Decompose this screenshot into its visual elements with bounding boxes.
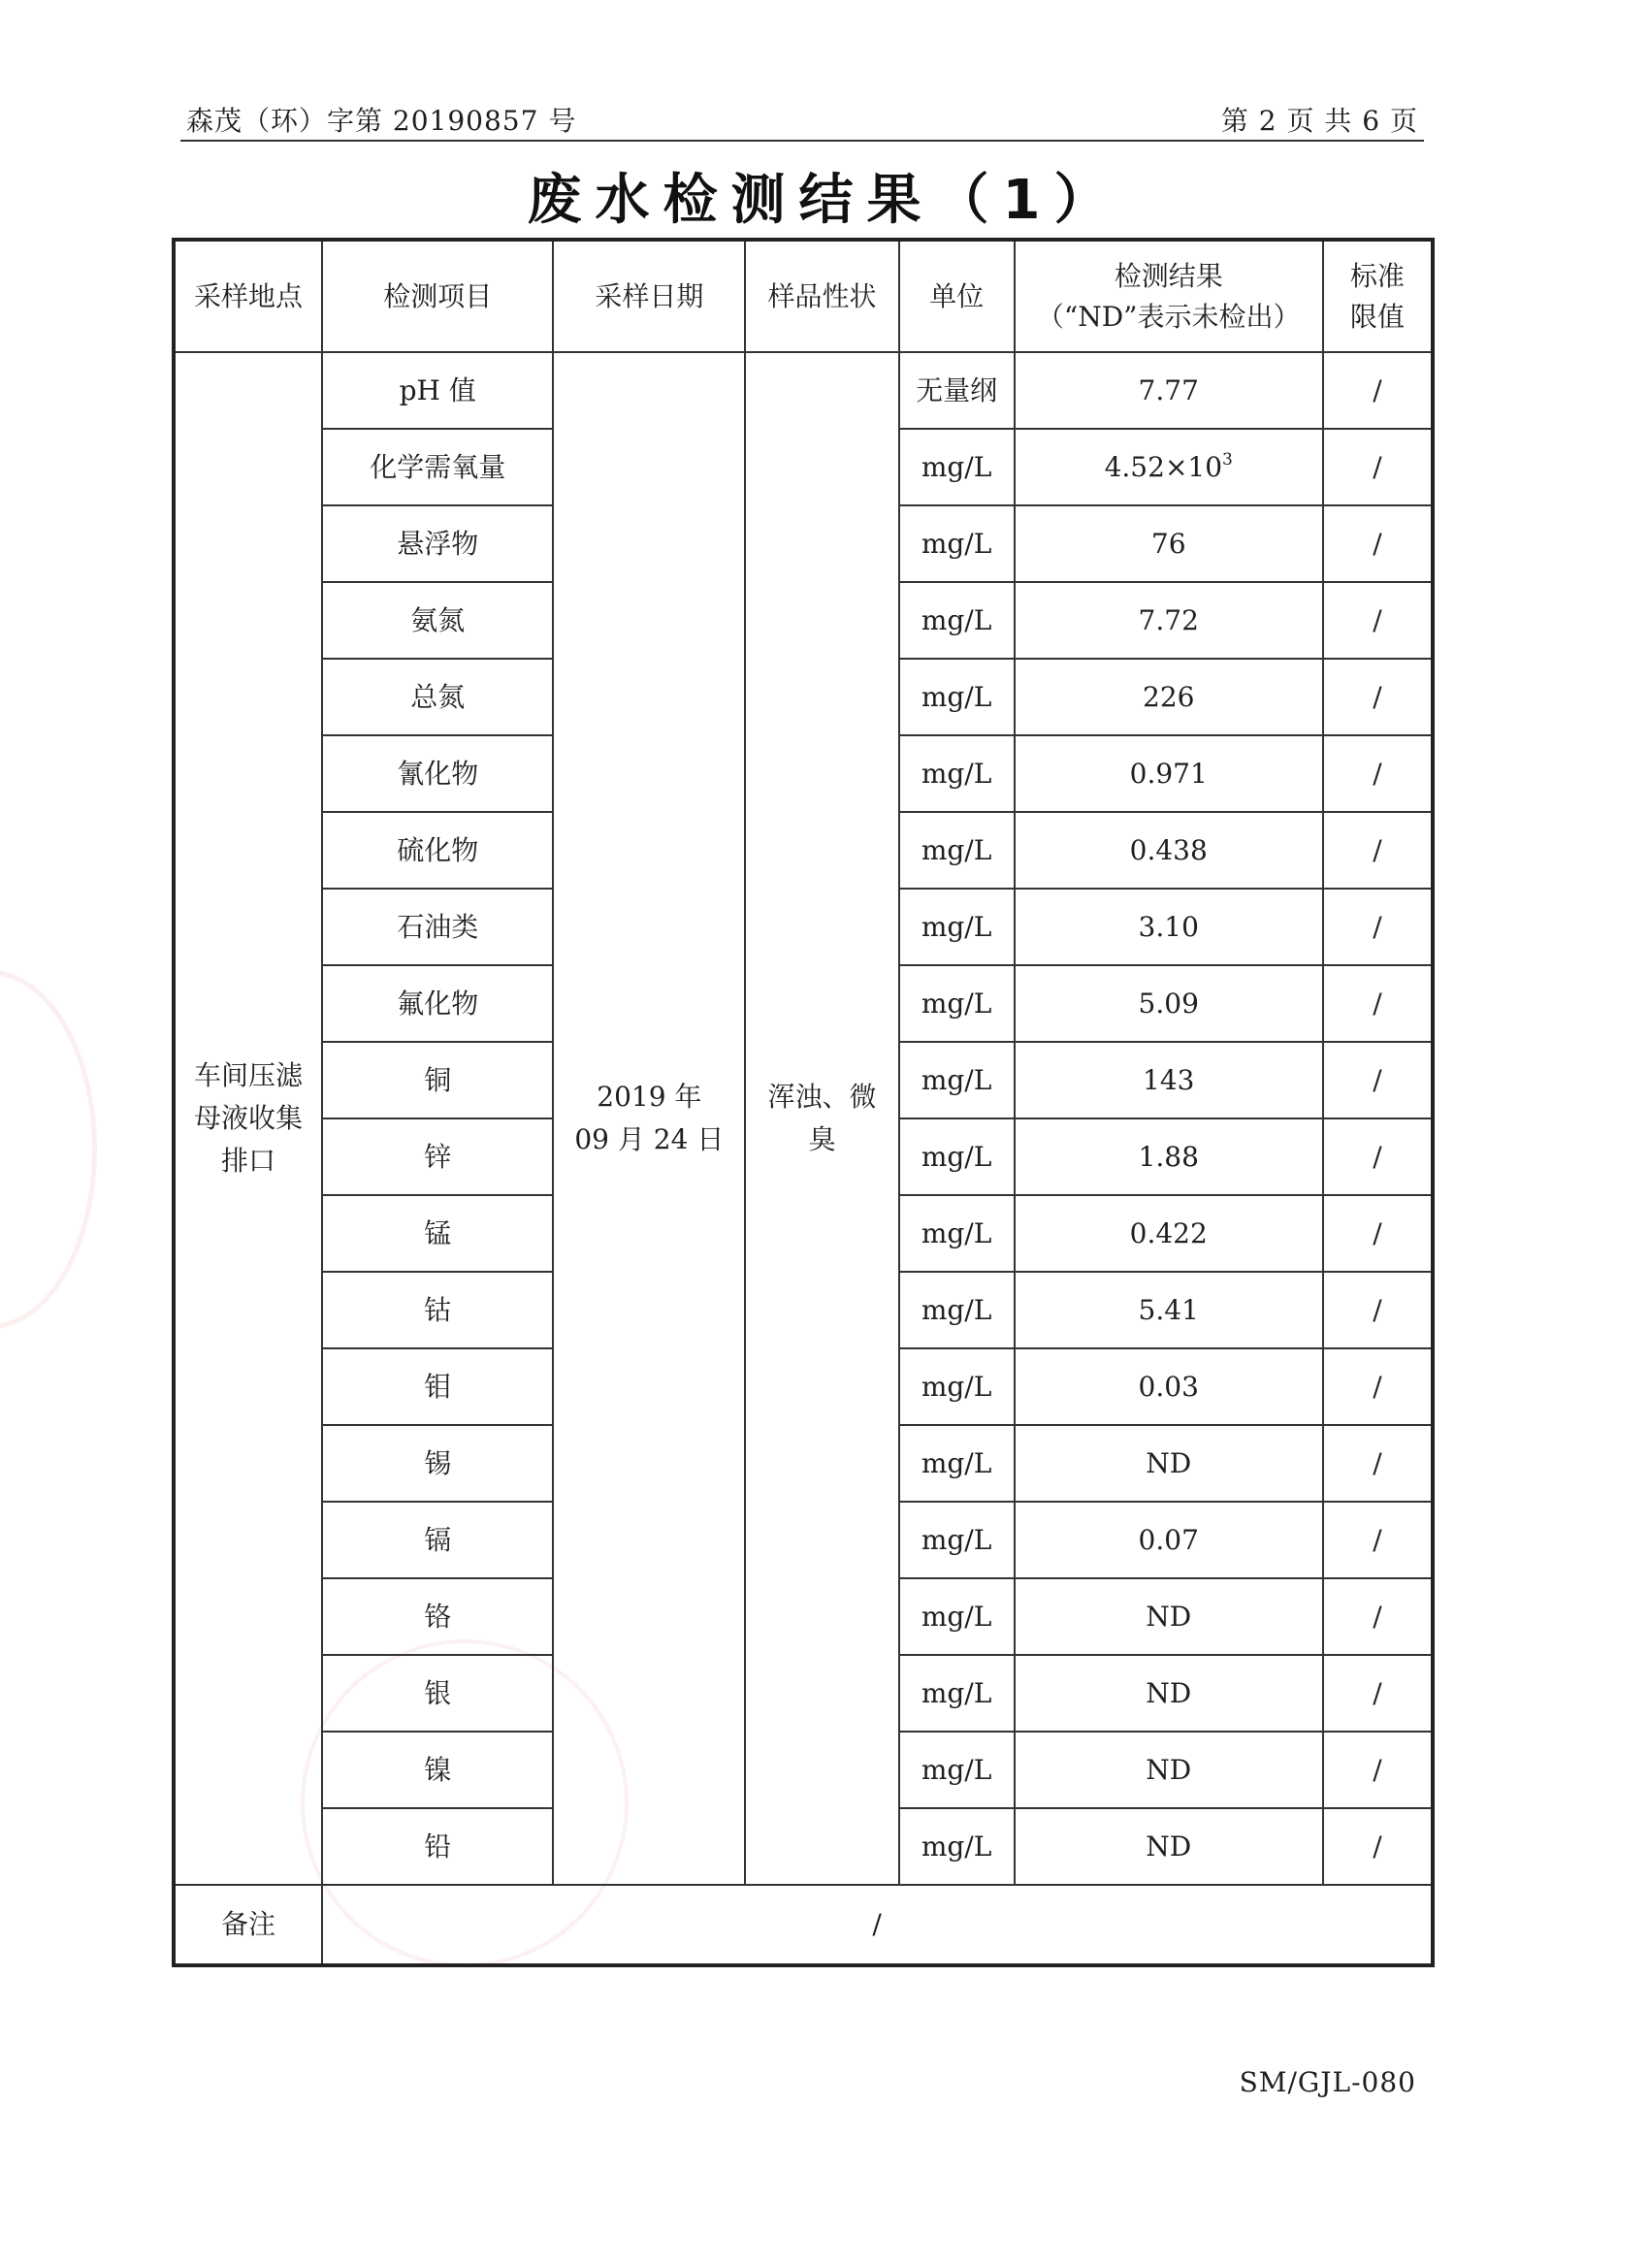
remark-row	[174, 1885, 1433, 1965]
cell-item: 硫化物	[322, 812, 553, 889]
col-header-appearance: 样品性状	[745, 240, 898, 352]
cell-unit: mg/L	[899, 1042, 1015, 1118]
result-exponent: 3	[1222, 449, 1233, 470]
cell-result: 143	[1015, 1042, 1323, 1118]
cell-item: 镍	[322, 1732, 553, 1808]
header-divider	[180, 140, 1424, 142]
cell-item: 铜	[322, 1042, 553, 1118]
col-header-result-line1: 检测结果	[1114, 259, 1223, 292]
table-row	[174, 352, 1433, 429]
cell-unit: mg/L	[899, 505, 1015, 582]
cell-limit: /	[1323, 965, 1433, 1042]
cell-item: 银	[322, 1655, 553, 1732]
cell-result: 7.77	[1015, 352, 1323, 429]
cell-item: 钼	[322, 1348, 553, 1425]
cell-limit: /	[1323, 659, 1433, 735]
cell-unit: mg/L	[899, 1732, 1015, 1808]
report-number: 森茂（环）字第 20190857 号	[186, 105, 577, 137]
col-header-date: 采样日期	[553, 240, 745, 352]
cell-result: ND	[1015, 1732, 1323, 1808]
cell-limit: /	[1323, 352, 1433, 429]
results-table	[172, 238, 1435, 1967]
cell-item: 氟化物	[322, 965, 553, 1042]
cell-limit: /	[1323, 1732, 1433, 1808]
cell-result: ND	[1015, 1655, 1323, 1732]
cell-limit: /	[1323, 1272, 1433, 1348]
cell-result: ND	[1015, 1425, 1323, 1502]
cell-result: 76	[1015, 505, 1323, 582]
cell-result: ND	[1015, 1578, 1323, 1655]
cell-item: 氨氮	[322, 582, 553, 659]
cell-unit: mg/L	[899, 582, 1015, 659]
cell-unit: mg/L	[899, 659, 1015, 735]
cell-result: 3.10	[1015, 889, 1323, 965]
cell-limit: /	[1323, 1425, 1433, 1502]
cell-result: 7.72	[1015, 582, 1323, 659]
cell-unit: mg/L	[899, 1195, 1015, 1272]
cell-limit: /	[1323, 1042, 1433, 1118]
cell-item: pH 值	[322, 352, 553, 429]
cell-item: 总氮	[322, 659, 553, 735]
cell-limit: /	[1323, 429, 1433, 505]
cell-result: 0.03	[1015, 1348, 1323, 1425]
cell-unit: mg/L	[899, 965, 1015, 1042]
cell-unit: mg/L	[899, 1272, 1015, 1348]
cell-unit: mg/L	[899, 1502, 1015, 1578]
cell-unit: mg/L	[899, 1348, 1015, 1425]
cell-item: 氰化物	[322, 735, 553, 812]
cell-limit: /	[1323, 1502, 1433, 1578]
cell-result: 5.09	[1015, 965, 1323, 1042]
col-header-limit	[1323, 240, 1433, 352]
cell-limit: /	[1323, 1348, 1433, 1425]
form-code: SM/GJL-080	[1239, 2066, 1416, 2098]
cell-unit: mg/L	[899, 812, 1015, 889]
cell-result: $4.52\times 10^3$	[1015, 429, 1323, 505]
col-header-location: 采样地点	[174, 240, 322, 352]
cell-result: 0.438	[1015, 812, 1323, 889]
cell-result: 5.41	[1015, 1272, 1323, 1348]
sampling-location: 车间压滤 母液收集 排口	[174, 352, 322, 1885]
col-header-limit-line2: 限值	[1349, 300, 1405, 333]
cell-item: 悬浮物	[322, 505, 553, 582]
cell-item: 镉	[322, 1502, 553, 1578]
cell-limit: /	[1323, 1118, 1433, 1195]
page-title: 废水检测结果（1）	[527, 169, 1122, 232]
cell-item: 铅	[322, 1808, 553, 1885]
cell-unit: mg/L	[899, 1655, 1015, 1732]
cell-unit: mg/L	[899, 735, 1015, 812]
col-header-unit: 单位	[899, 240, 1015, 352]
cell-item: 锰	[322, 1195, 553, 1272]
cell-limit: /	[1323, 1655, 1433, 1732]
cell-unit: mg/L	[899, 1425, 1015, 1502]
cell-limit: /	[1323, 889, 1433, 965]
col-header-result	[1015, 240, 1323, 352]
cell-item: 锡	[322, 1425, 553, 1502]
remark-label: 备注	[174, 1885, 322, 1965]
cell-result: 226	[1015, 659, 1323, 735]
cell-item: 化学需氧量	[322, 429, 553, 505]
cell-unit: mg/L	[899, 1808, 1015, 1885]
cell-unit: mg/L	[899, 889, 1015, 965]
red-seal-left-icon	[0, 970, 97, 1329]
cell-unit: mg/L	[899, 1118, 1015, 1195]
cell-limit: /	[1323, 1578, 1433, 1655]
cell-item: 锌	[322, 1118, 553, 1195]
cell-unit: 无量纲	[899, 352, 1015, 429]
sample-appearance: 浑浊、微 臭	[745, 352, 898, 1885]
cell-result: 0.971	[1015, 735, 1323, 812]
col-header-result-line2: （“ND”表示未检出）	[1036, 300, 1301, 333]
cell-limit: /	[1323, 735, 1433, 812]
cell-limit: /	[1323, 1195, 1433, 1272]
table-header-row	[174, 240, 1433, 352]
cell-result: 0.422	[1015, 1195, 1323, 1272]
cell-limit: /	[1323, 505, 1433, 582]
cell-item: 石油类	[322, 889, 553, 965]
cell-limit: /	[1323, 812, 1433, 889]
cell-item: 铬	[322, 1578, 553, 1655]
cell-item: 钴	[322, 1272, 553, 1348]
cell-limit: /	[1323, 582, 1433, 659]
page-indicator: 第 2 页 共 6 页	[1220, 105, 1418, 137]
cell-limit: /	[1323, 1808, 1433, 1885]
sampling-date: 2019 年 09 月 24 日	[553, 352, 745, 1885]
col-header-item: 检测项目	[322, 240, 553, 352]
cell-unit: mg/L	[899, 1578, 1015, 1655]
cell-result: ND	[1015, 1808, 1323, 1885]
cell-unit: mg/L	[899, 429, 1015, 505]
remark-value: /	[322, 1885, 1433, 1965]
cell-result: 1.88	[1015, 1118, 1323, 1195]
col-header-limit-line1: 标准	[1349, 259, 1405, 292]
cell-result: 0.07	[1015, 1502, 1323, 1578]
